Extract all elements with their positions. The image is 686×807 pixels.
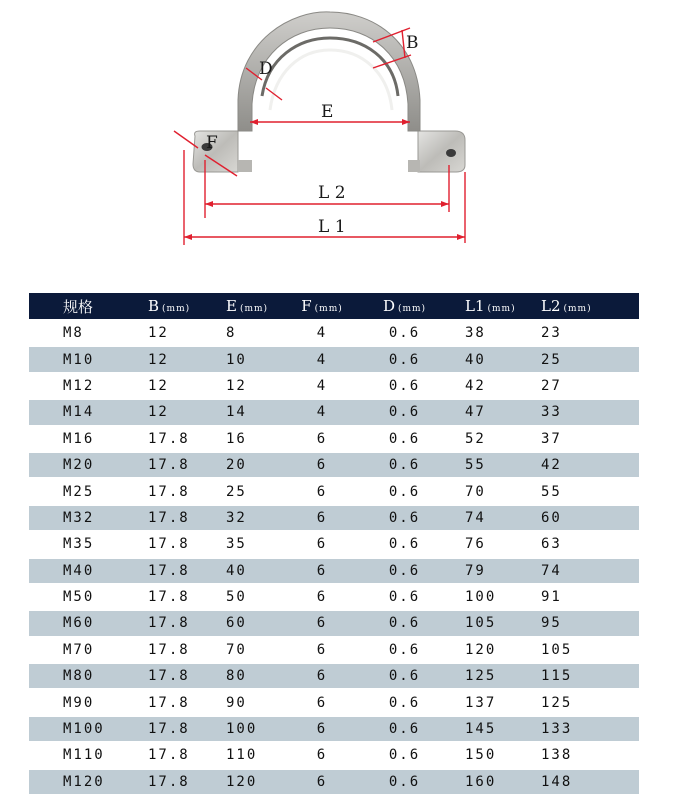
table-cell: M8 <box>29 321 114 345</box>
spec-table <box>29 291 639 796</box>
table-row <box>29 506 639 530</box>
table-cell: 12 <box>200 374 282 398</box>
table-cell: 6 <box>282 611 362 635</box>
table-cell: 50 <box>200 585 282 609</box>
table-cell: 17.8 <box>114 506 200 530</box>
column-name: F <box>301 297 312 315</box>
column-unit: (mm) <box>563 304 592 314</box>
table-cell: 6 <box>282 664 362 688</box>
table-cell: 105 <box>447 611 531 635</box>
table-cell: 115 <box>531 664 639 688</box>
table-cell: 17.8 <box>114 664 200 688</box>
table-cell: 17.8 <box>114 453 200 477</box>
table-cell: 150 <box>447 743 531 767</box>
column-name: L2 <box>541 297 561 315</box>
table-row <box>29 479 639 503</box>
table-cell: 145 <box>447 717 531 741</box>
label-b: B <box>406 33 419 53</box>
table-cell: 25 <box>200 479 282 503</box>
label-l1: L 1 <box>318 217 346 237</box>
table-cell: 12 <box>114 321 200 345</box>
table-cell: 42 <box>531 453 639 477</box>
table-cell: 6 <box>282 743 362 767</box>
label-l2: L 2 <box>318 183 346 203</box>
table-row <box>29 690 639 714</box>
table-row <box>29 453 639 477</box>
column-name: E <box>226 297 237 315</box>
table-cell: 0.6 <box>362 453 447 477</box>
table-row <box>29 532 639 556</box>
table-cell: 12 <box>114 374 200 398</box>
table-cell: 42 <box>447 374 531 398</box>
table-cell: 12 <box>114 347 200 371</box>
column-header <box>531 293 639 319</box>
table-cell: 0.6 <box>362 585 447 609</box>
table-row <box>29 717 639 741</box>
table-cell: 6 <box>282 690 362 714</box>
table-cell: 79 <box>447 559 531 583</box>
table-cell: 6 <box>282 585 362 609</box>
table-cell: 17.8 <box>114 638 200 662</box>
column-header <box>114 293 200 319</box>
table-cell: 38 <box>447 321 531 345</box>
table-header-row <box>29 293 639 319</box>
table-cell: 74 <box>447 506 531 530</box>
table-cell: M32 <box>29 506 114 530</box>
table-row <box>29 585 639 609</box>
table-cell: 17.8 <box>114 743 200 767</box>
table-cell: 40 <box>200 559 282 583</box>
table-cell: 35 <box>200 532 282 556</box>
table-cell: 0.6 <box>362 559 447 583</box>
table-cell: 95 <box>531 611 639 635</box>
table-row <box>29 743 639 767</box>
table-cell: M16 <box>29 427 114 451</box>
table-cell: 0.6 <box>362 374 447 398</box>
table-cell: 70 <box>200 638 282 662</box>
table-cell: 0.6 <box>362 611 447 635</box>
table-cell: 80 <box>200 664 282 688</box>
table-cell: 25 <box>531 347 639 371</box>
table-cell: 0.6 <box>362 743 447 767</box>
table-cell: 76 <box>447 532 531 556</box>
table-row <box>29 664 639 688</box>
table-cell: 6 <box>282 770 362 794</box>
table-cell: 0.6 <box>362 347 447 371</box>
table-cell: M80 <box>29 664 114 688</box>
table-cell: 17.8 <box>114 479 200 503</box>
column-name: L1 <box>465 297 485 315</box>
table-cell: 4 <box>282 374 362 398</box>
table-cell: 120 <box>200 770 282 794</box>
table-cell: M20 <box>29 453 114 477</box>
table-cell: 74 <box>531 559 639 583</box>
table-cell: M60 <box>29 611 114 635</box>
table-row <box>29 611 639 635</box>
table-cell: 6 <box>282 559 362 583</box>
table-cell: 6 <box>282 453 362 477</box>
table-cell: 60 <box>531 506 639 530</box>
table-cell: 148 <box>531 770 639 794</box>
table-cell: 4 <box>282 347 362 371</box>
table-cell: 100 <box>447 585 531 609</box>
column-header <box>362 293 447 319</box>
column-header <box>200 293 282 319</box>
table-row <box>29 770 639 794</box>
table-cell: 0.6 <box>362 506 447 530</box>
table-cell: 4 <box>282 321 362 345</box>
column-unit: (mm) <box>239 304 269 314</box>
table-cell: M100 <box>29 717 114 741</box>
table-cell: 52 <box>447 427 531 451</box>
table-cell: 17.8 <box>114 717 200 741</box>
table-cell: 160 <box>447 770 531 794</box>
table-cell: 55 <box>531 479 639 503</box>
table-cell: M40 <box>29 559 114 583</box>
column-unit: (mm) <box>314 304 343 314</box>
column-unit: (mm) <box>487 304 516 314</box>
table-cell: 0.6 <box>362 638 447 662</box>
pipe-clamp-image <box>193 12 465 172</box>
table-cell: 6 <box>282 506 362 530</box>
table-cell: 6 <box>282 638 362 662</box>
table-cell: 110 <box>200 743 282 767</box>
table-cell: 0.6 <box>362 479 447 503</box>
table-cell: 17.8 <box>114 427 200 451</box>
table-cell: 12 <box>114 400 200 424</box>
table-cell: 8 <box>200 321 282 345</box>
label-d: D <box>259 59 273 79</box>
table-cell: M14 <box>29 400 114 424</box>
column-header <box>29 293 114 319</box>
table-cell: 0.6 <box>362 400 447 424</box>
label-e: E <box>321 102 334 122</box>
clamp-diagram <box>0 0 686 280</box>
column-name: D <box>382 297 395 315</box>
column-unit: (mm) <box>397 304 427 314</box>
table-cell: 4 <box>282 400 362 424</box>
table-cell: 14 <box>200 400 282 424</box>
column-header <box>447 293 531 319</box>
table-cell: 125 <box>531 690 639 714</box>
table-cell: 37 <box>531 427 639 451</box>
table-cell: 0.6 <box>362 690 447 714</box>
table-row <box>29 400 639 424</box>
table-cell: M110 <box>29 743 114 767</box>
table-row <box>29 638 639 662</box>
column-unit: (mm) <box>162 304 191 314</box>
table-cell: 6 <box>282 717 362 741</box>
table-cell: 17.8 <box>114 770 200 794</box>
table-cell: 0.6 <box>362 427 447 451</box>
table-row <box>29 321 639 345</box>
table-cell: M50 <box>29 585 114 609</box>
table-cell: 33 <box>531 400 639 424</box>
table-cell: 120 <box>447 638 531 662</box>
table-cell: 17.8 <box>114 532 200 556</box>
table-cell: M120 <box>29 770 114 794</box>
table-cell: M70 <box>29 638 114 662</box>
table-cell: 63 <box>531 532 639 556</box>
table-cell: 6 <box>282 427 362 451</box>
table-cell: M35 <box>29 532 114 556</box>
table-cell: 6 <box>282 532 362 556</box>
table-cell: 17.8 <box>114 585 200 609</box>
table-cell: 133 <box>531 717 639 741</box>
table-cell: 32 <box>200 506 282 530</box>
table-cell: 0.6 <box>362 770 447 794</box>
table-cell: 90 <box>200 690 282 714</box>
table-cell: 0.6 <box>362 664 447 688</box>
table-cell: 55 <box>447 453 531 477</box>
table-cell: 6 <box>282 479 362 503</box>
table-cell: 17.8 <box>114 611 200 635</box>
table-body <box>29 321 639 794</box>
table-cell: 16 <box>200 427 282 451</box>
table-cell: M12 <box>29 374 114 398</box>
column-name: B <box>148 297 160 315</box>
table-row <box>29 374 639 398</box>
label-f: F <box>206 133 218 153</box>
table-cell: 100 <box>200 717 282 741</box>
table-cell: 47 <box>447 400 531 424</box>
table-cell: 0.6 <box>362 532 447 556</box>
table-cell: 40 <box>447 347 531 371</box>
table-row <box>29 427 639 451</box>
table-cell: 23 <box>531 321 639 345</box>
table-cell: 20 <box>200 453 282 477</box>
table-cell: M10 <box>29 347 114 371</box>
table-cell: 91 <box>531 585 639 609</box>
table-cell: M90 <box>29 690 114 714</box>
table-cell: 10 <box>200 347 282 371</box>
table-cell: 17.8 <box>114 559 200 583</box>
table-cell: 0.6 <box>362 717 447 741</box>
table-cell: 60 <box>200 611 282 635</box>
table-cell: 137 <box>447 690 531 714</box>
table-row <box>29 559 639 583</box>
table-cell: 125 <box>447 664 531 688</box>
table-cell: 0.6 <box>362 321 447 345</box>
table-cell: 105 <box>531 638 639 662</box>
table-cell: 70 <box>447 479 531 503</box>
table-cell: 17.8 <box>114 690 200 714</box>
column-header <box>282 293 362 319</box>
table-cell: M25 <box>29 479 114 503</box>
table-cell: 27 <box>531 374 639 398</box>
table-row <box>29 347 639 371</box>
column-name: 规格 <box>63 297 94 316</box>
table-cell: 138 <box>531 743 639 767</box>
